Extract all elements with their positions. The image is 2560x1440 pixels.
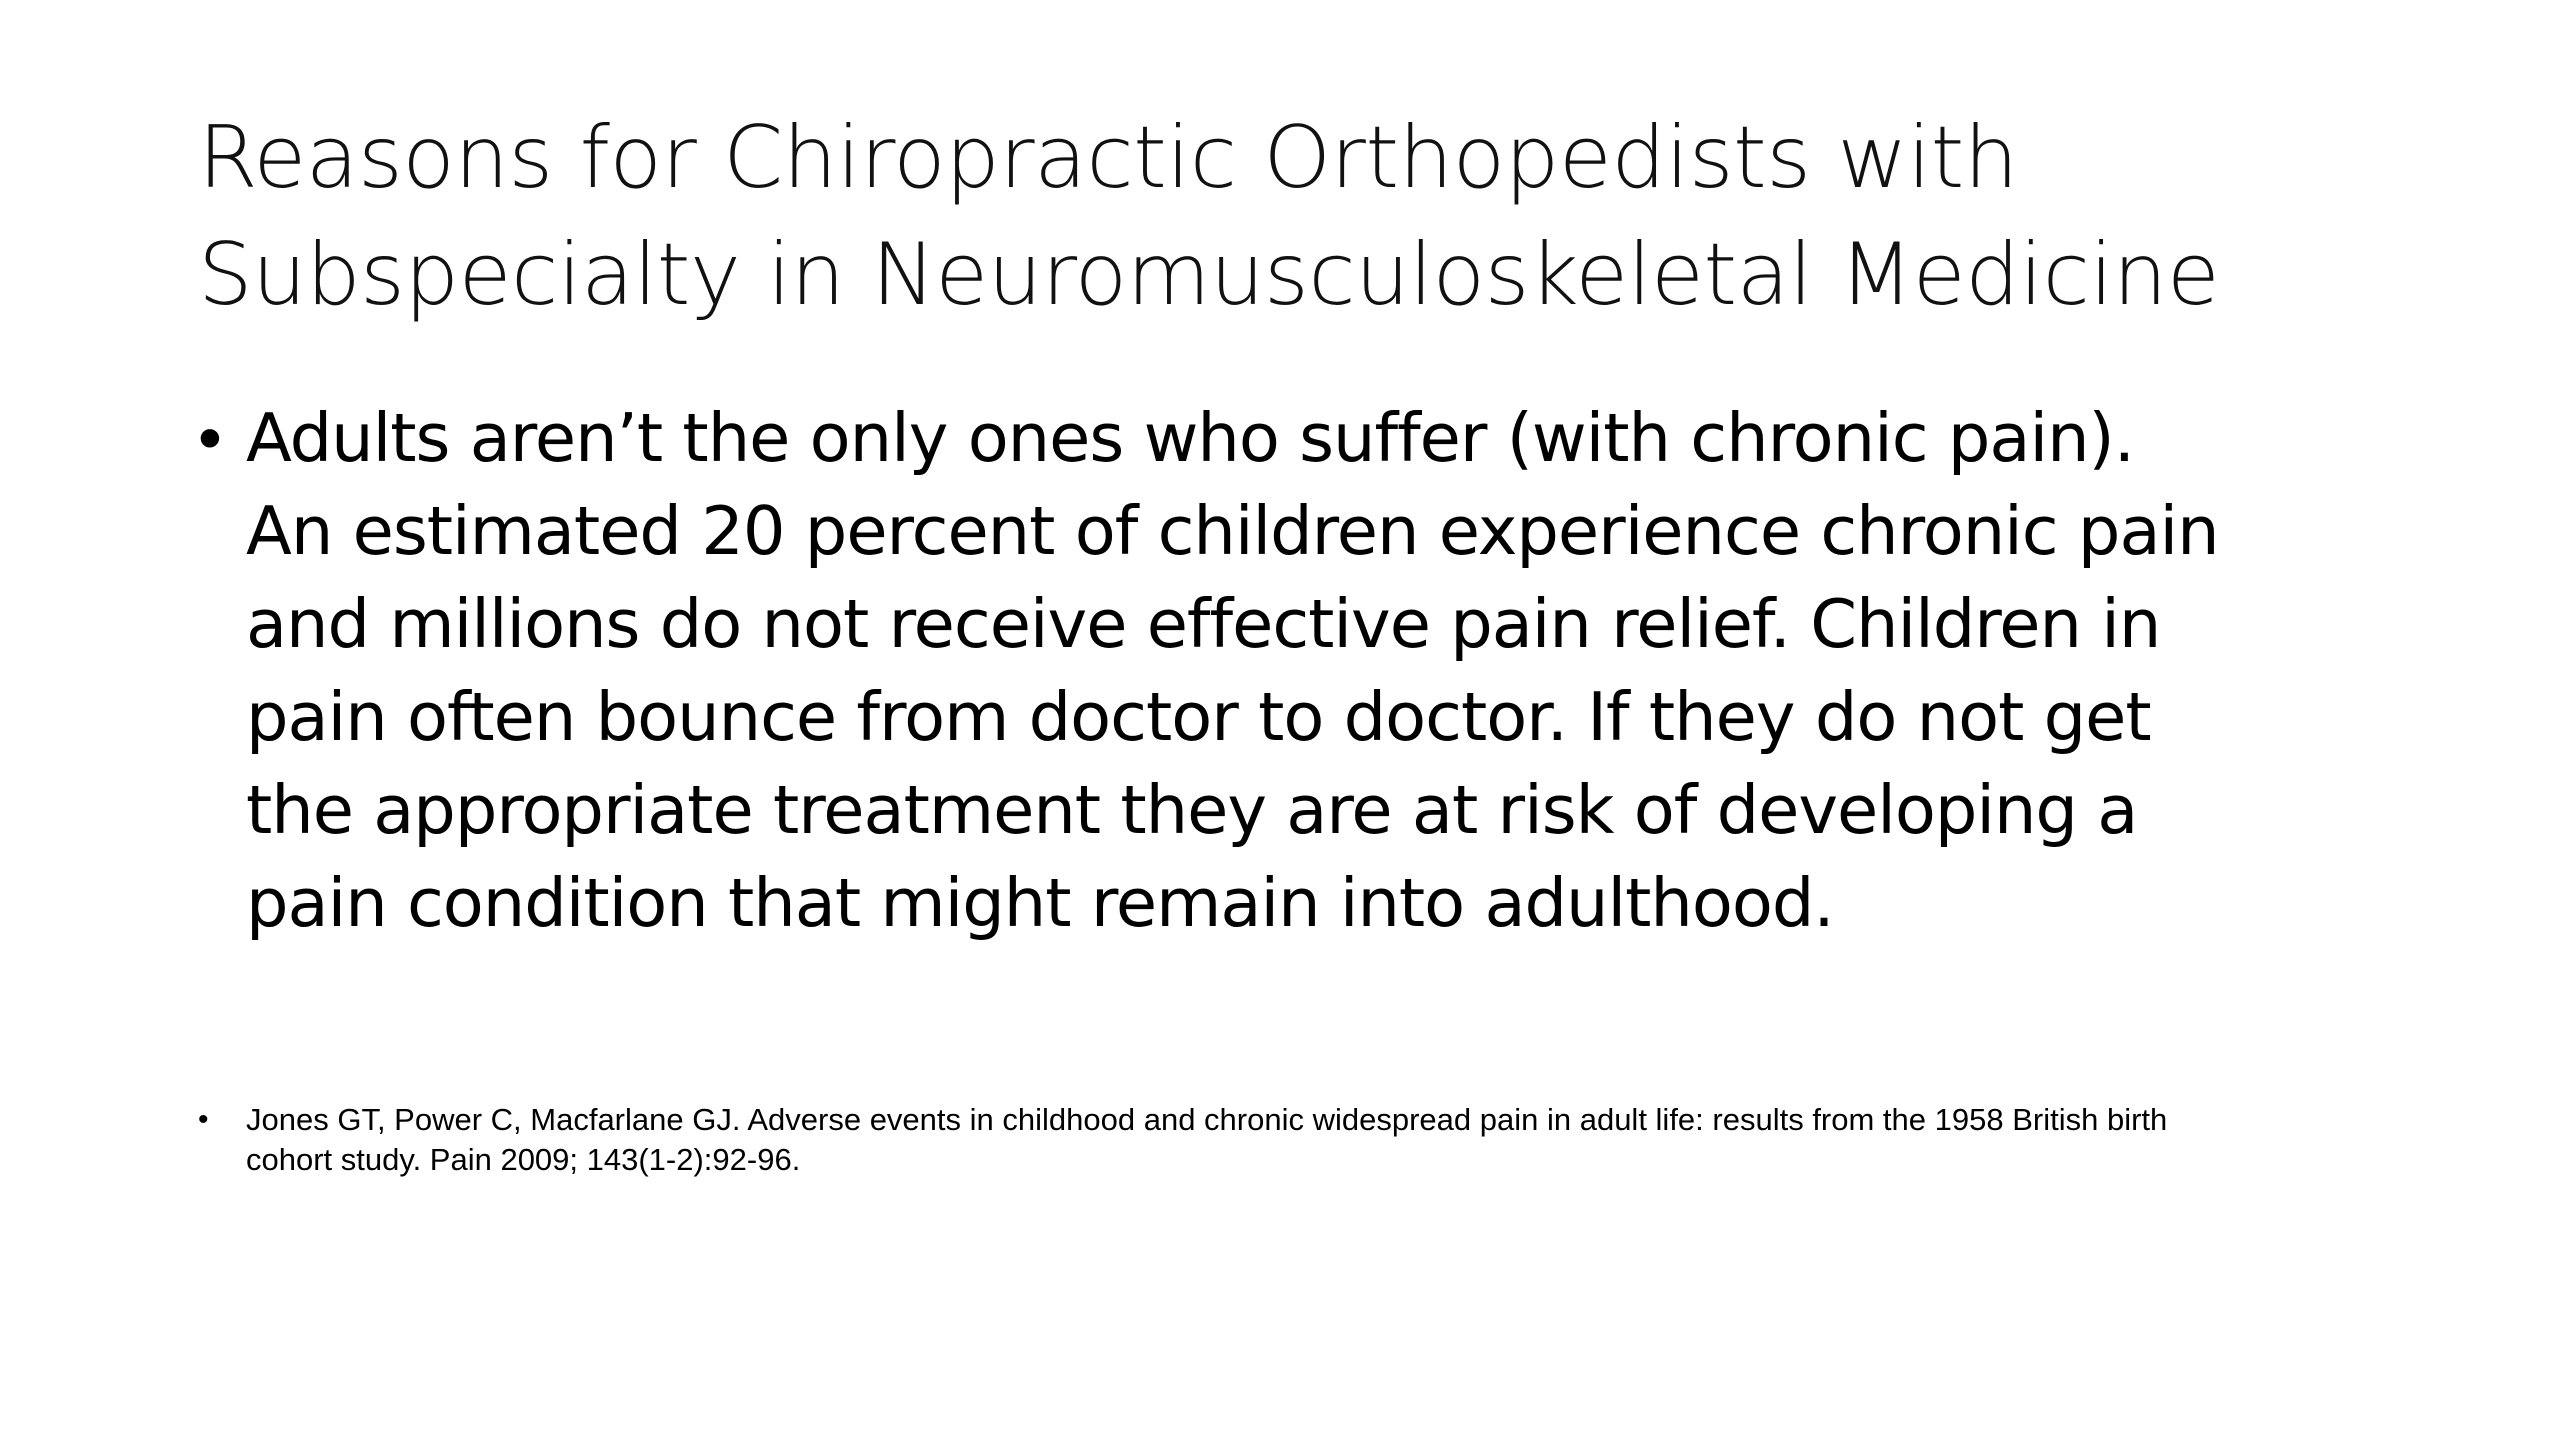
bullet-line: pain often bounce from doctor to doctor. If they do not get xyxy=(246,678,2151,756)
reference-text xyxy=(198,1100,2428,1180)
slide-title-line: Subspecialty in Neuromusculoskeletal Medicine xyxy=(198,225,2220,325)
reference-line: Jones GT, Power C, Macfarlane GJ. Adverse events in childhood and chronic widespread pain in adult life: results from the 1958 British birth xyxy=(246,1102,2168,1137)
bullet-text xyxy=(246,392,2448,950)
bullet-item xyxy=(198,392,2448,950)
slide-title-line: Reasons for Chiropractic Orthopedists with xyxy=(198,108,2018,208)
reference-item xyxy=(198,1100,2428,1180)
bullet-line: the appropriate treatment they are at risk of developing a xyxy=(246,771,2138,849)
reference-marker: • xyxy=(198,1103,209,1136)
slide-body xyxy=(198,392,2448,950)
reference-line: cohort study. Pain 2009; 143(1-2):92-96. xyxy=(246,1142,801,1177)
bullet-marker: • xyxy=(198,400,222,476)
bullet-line: Adults aren’t the only ones who suffer (with chronic pain). xyxy=(246,399,2134,477)
bullet-line: and millions do not receive effective pain relief. Children in xyxy=(246,585,2161,663)
bullet-line: An estimated 20 percent of children experience chronic pain xyxy=(246,492,2219,570)
slide-title xyxy=(198,100,2418,334)
bullet-line: pain condition that might remain into adulthood. xyxy=(246,864,1834,942)
